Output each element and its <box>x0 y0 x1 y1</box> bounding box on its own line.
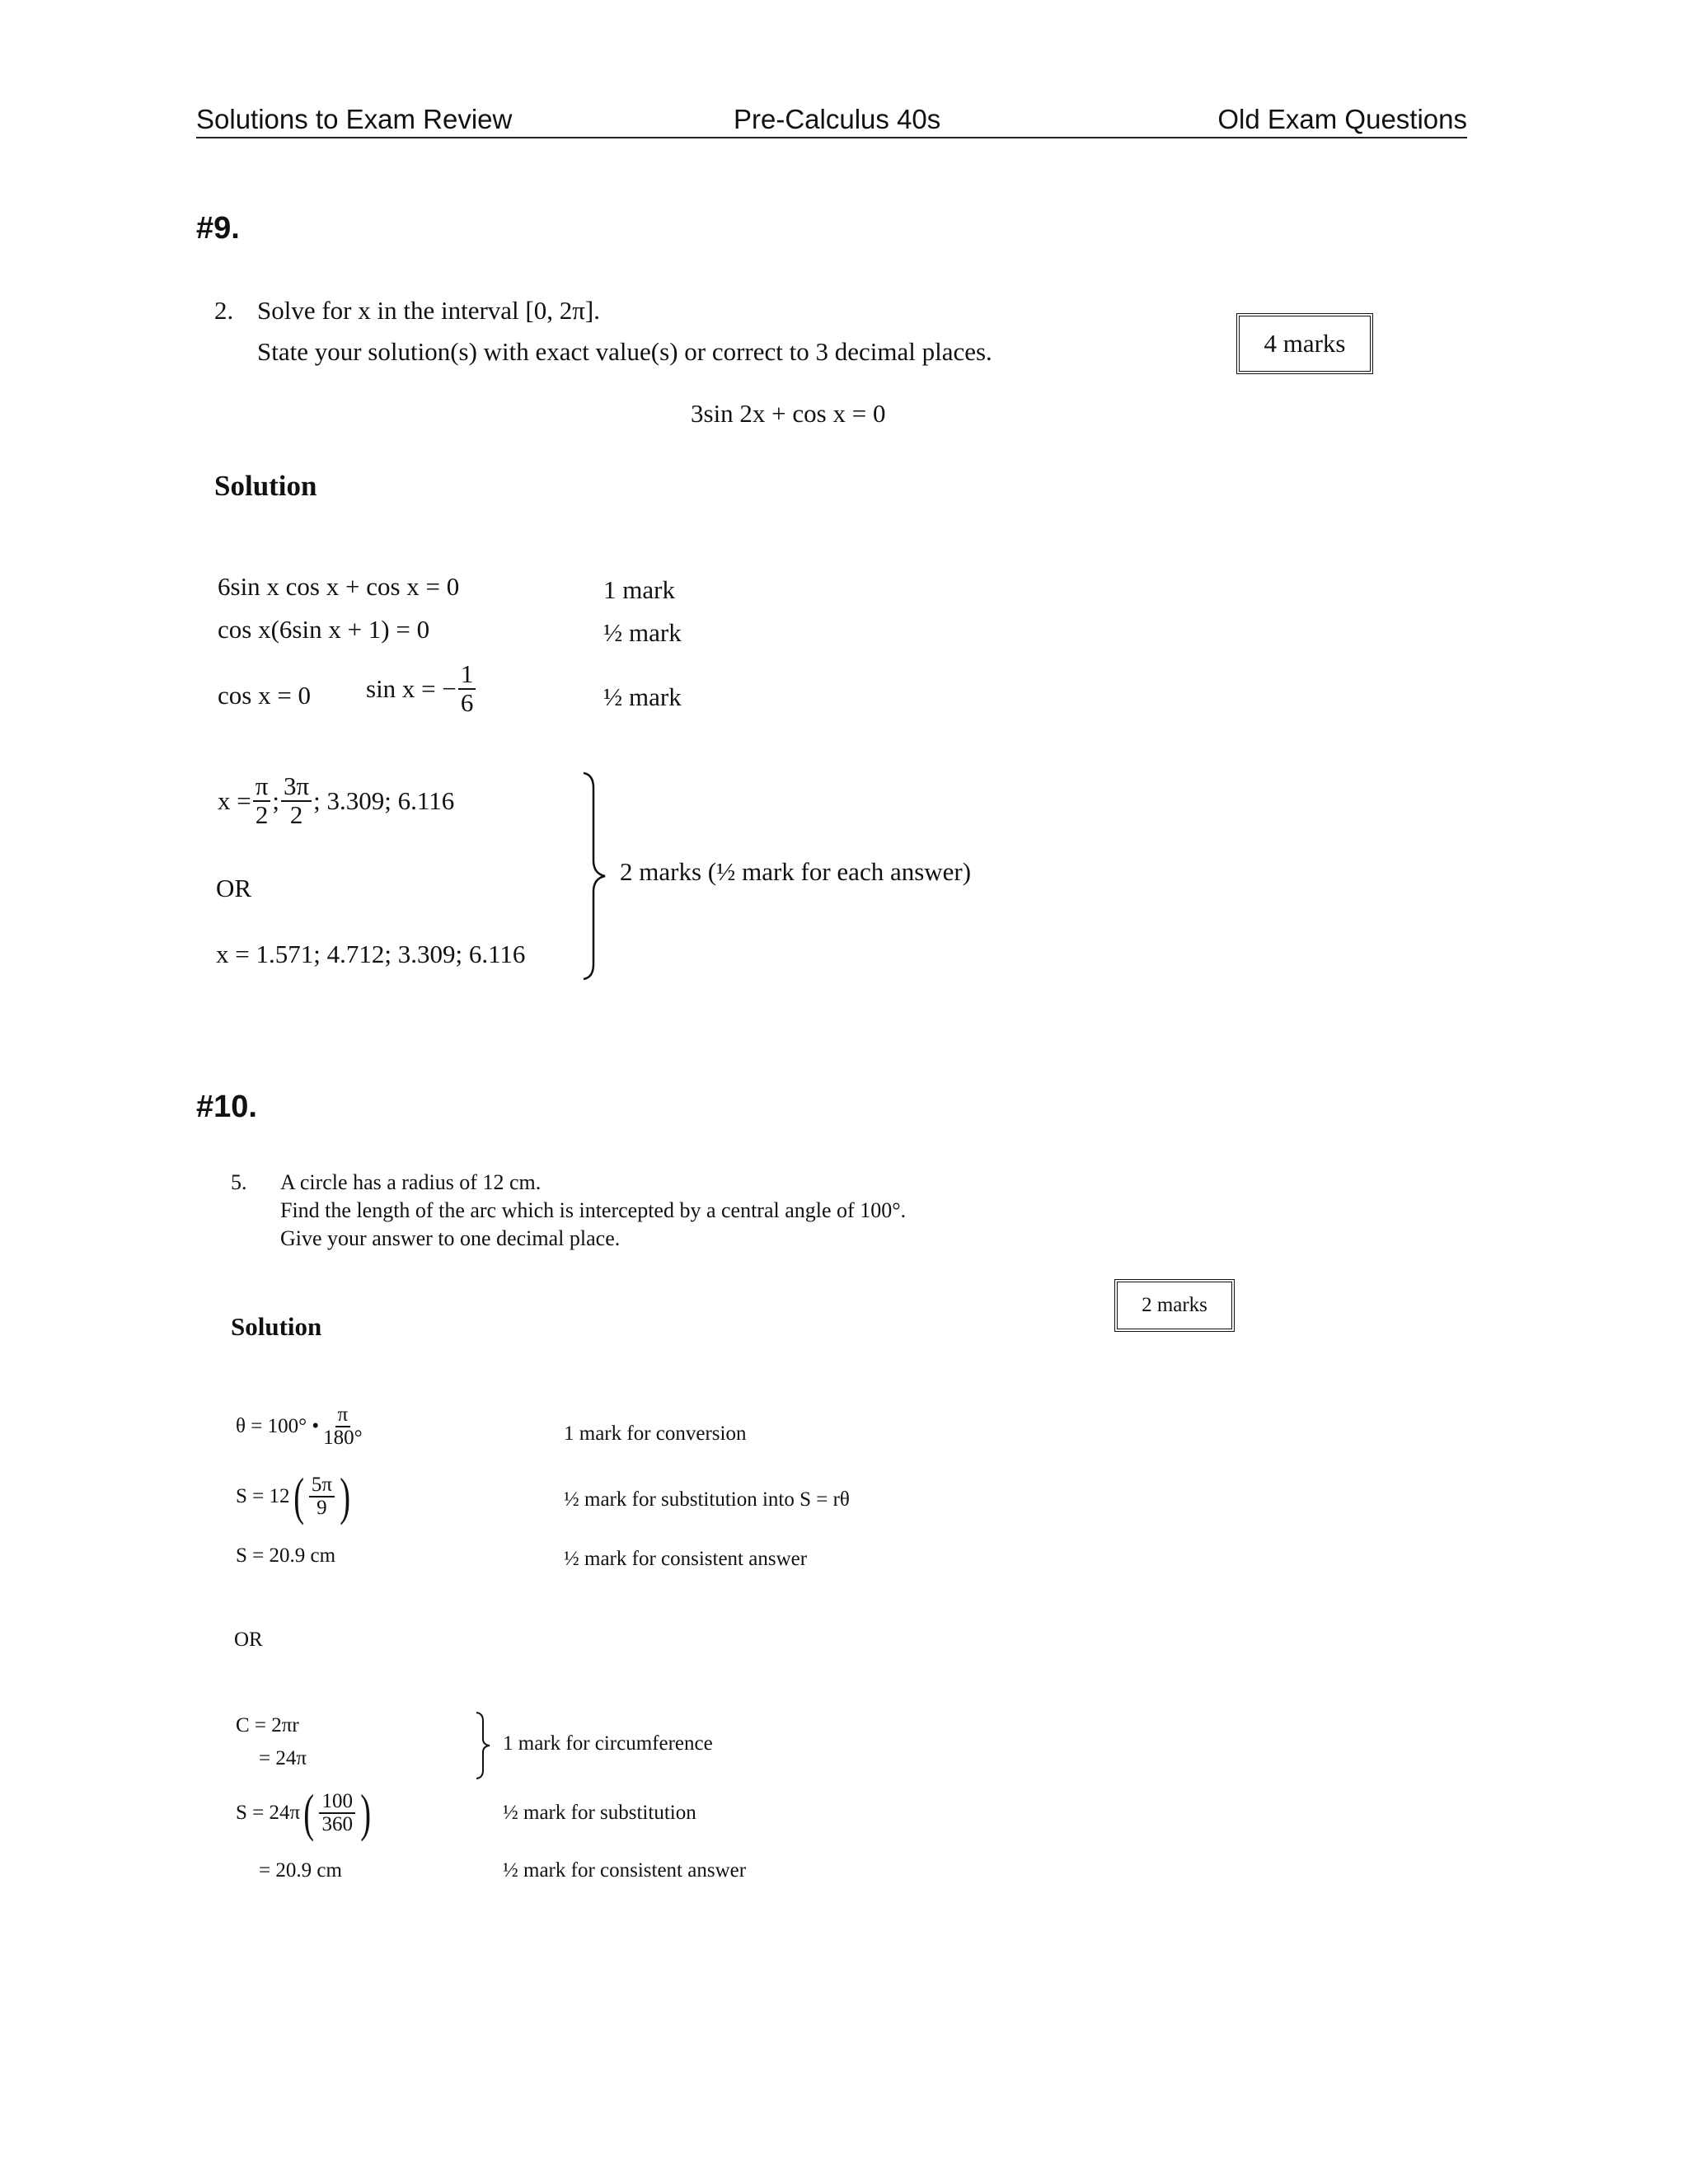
q10-line3: Give your answer to one decimal place. <box>280 1226 621 1250</box>
q9-equation: 3sin 2x + cos x = 0 <box>691 399 886 428</box>
q9-step3b-text: sin x = − <box>366 673 457 703</box>
q9-answer-decimal: x = 1.571; 4.712; 3.309; 6.116 <box>216 940 526 968</box>
q10-c3-prefix: S = 24π <box>236 1802 301 1824</box>
q9-step3-den: 6 <box>460 687 474 717</box>
q9-step3-fraction <box>458 661 476 716</box>
q10-step1 <box>236 1404 367 1450</box>
q9-ans1-pi: π <box>253 773 271 802</box>
q9-step2: cos x(6sin x + 1) = 0 <box>218 615 430 644</box>
q10-line1: A circle has a radius of 12 cm. <box>280 1170 542 1194</box>
header-right: Old Exam Questions <box>1217 104 1467 134</box>
q9-step1-mark: 1 mark <box>603 575 675 604</box>
q9-step3a: cos x = 0 <box>218 681 312 710</box>
q10-solution-heading: Solution <box>231 1312 322 1341</box>
q10-marks-box <box>1114 1279 1235 1332</box>
q9-step3-num: 1 <box>458 661 476 690</box>
header-left: Solutions to Exam Review <box>196 104 513 134</box>
q10-label: #10. <box>196 1090 257 1124</box>
q9-step1: 6sin x cos x + cos x = 0 <box>218 572 460 601</box>
q10-c1: C = 2πr <box>236 1714 299 1736</box>
q10-s1-den: 180° <box>323 1427 363 1450</box>
q9-step3b <box>366 661 477 716</box>
q9-ans1-den1: 2 <box>255 799 269 829</box>
q9-answer-exact: x = $\frac{\pi}{2}$ ; $\frac{3\pi}{2}$ ; 3.309; 6.116 <box>218 771 455 829</box>
q10-c3-den: 360 <box>321 1813 353 1835</box>
q10-s1-mark: 1 mark for conversion <box>564 1422 747 1445</box>
q10-c2: = 24π <box>259 1747 307 1769</box>
q10-step3: S = 20.9 cm <box>236 1544 336 1567</box>
header-center: Pre-Calculus 40s <box>734 104 941 134</box>
q10-c3-num: 100 <box>319 1791 355 1814</box>
q10-s2-mark: ½ mark for substitution into S = rθ <box>564 1488 850 1511</box>
q10-brace <box>473 1711 493 1780</box>
q10-or: OR <box>234 1629 263 1651</box>
q10-s2-den: 9 <box>316 1497 327 1519</box>
q9-line2: State your solution(s) with exact value(s) or correct to 3 decimal places. <box>257 337 992 366</box>
q9-number: 2. <box>214 296 234 325</box>
q9-ans1-3pi: 3π <box>281 773 312 802</box>
q10-c4-mark: ½ mark for consistent answer <box>503 1859 747 1882</box>
q10-c3-mark: ½ mark for substitution <box>503 1802 696 1824</box>
q10-s3-mark: ½ mark for consistent answer <box>564 1548 808 1570</box>
q9-ans1-frac2 <box>281 773 312 828</box>
q10-s1-num: π <box>335 1404 351 1427</box>
q9-step2-mark: ½ mark <box>603 618 682 647</box>
page-header <box>196 101 1467 138</box>
q9-step3-mark: ½ mark <box>603 682 682 711</box>
q10-step2: S = 12 ( $\frac{5\pi}{9}$ ) <box>236 1467 351 1526</box>
q10-marks-label: 2 marks <box>1142 1294 1207 1316</box>
q10-s2-prefix: S = 12 <box>236 1485 290 1507</box>
q10-c4: = 20.9 cm <box>259 1859 342 1882</box>
q9-ans1-frac1 <box>253 773 271 828</box>
q10-number: 5. <box>231 1170 247 1194</box>
q9-marks-label: 4 marks <box>1264 329 1346 358</box>
q9-ans1-den2: 2 <box>289 799 303 829</box>
q10-line2: Find the length of the arc which is intercepted by a central angle of 100°. <box>280 1198 907 1222</box>
q10-s1-fraction <box>321 1404 365 1450</box>
q10-c3-fraction <box>319 1791 355 1836</box>
q10-s1-prefix: θ = 100° • <box>236 1415 320 1438</box>
q9-brace <box>577 771 610 981</box>
q9-answer-mark: 2 marks (½ mark for each answer) <box>620 857 972 886</box>
q9-label: #9. <box>196 211 240 246</box>
q9-line1: Solve for x in the interval [0, 2π]. <box>257 296 600 325</box>
q9-marks-box <box>1236 313 1373 374</box>
q10-c3: S = 24π ( $\frac{100}{360}$ ) <box>236 1783 371 1842</box>
q9-solution-heading: Solution <box>214 470 317 502</box>
q10-s2-num: 5π <box>309 1474 335 1497</box>
q9-ans1-rest: ; 3.309; 6.116 <box>313 785 455 815</box>
q10-c-mark: 1 mark for circumference <box>503 1732 713 1755</box>
q9-or: OR <box>216 874 252 902</box>
q10-s2-fraction <box>309 1474 335 1520</box>
q9-ans1-prefix: x = <box>218 785 251 815</box>
